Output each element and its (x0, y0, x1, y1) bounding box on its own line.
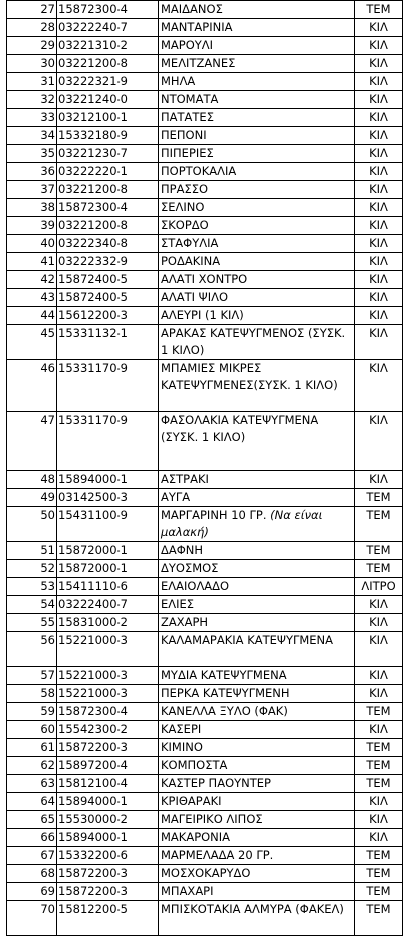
item-number: 47 (7, 412, 57, 471)
item-unit: ΚΙΛ (355, 73, 403, 91)
table-row (7, 307, 403, 325)
item-number: 65 (7, 811, 57, 829)
item-number: 64 (7, 793, 57, 811)
item-code: 15612200-3 (57, 307, 159, 325)
table-row (7, 632, 403, 667)
item-number: 54 (7, 596, 57, 614)
item-unit: ΤΕΜ (355, 489, 403, 507)
item-code: 15894000-1 (57, 793, 159, 811)
item-code: 15897200-4 (57, 757, 159, 775)
item-description: ΡΟΔΑΚΙΝΑ (159, 253, 355, 271)
item-code: 15872300-4 (57, 703, 159, 721)
item-description: ΜΑΓΕΙΡΙΚΟ ΛΙΠΟΣ (159, 811, 355, 829)
item-number: 49 (7, 489, 57, 507)
item-unit: ΚΙΛ (355, 253, 403, 271)
item-code: 15831000-2 (57, 614, 159, 632)
item-unit: ΚΙΛ (355, 811, 403, 829)
item-number: 46 (7, 360, 57, 412)
item-unit: ΚΙΛ (355, 235, 403, 253)
item-unit: ΚΙΛ (355, 163, 403, 181)
table-row (7, 596, 403, 614)
item-code: 03222240-7 (57, 19, 159, 37)
table-row (7, 271, 403, 289)
item-code: 03221200-8 (57, 217, 159, 235)
table-row (7, 775, 403, 793)
table-row (7, 127, 403, 145)
item-number: 43 (7, 289, 57, 307)
table-row (7, 412, 403, 471)
item-number: 35 (7, 145, 57, 163)
table-row (7, 163, 403, 181)
item-unit: ΚΙΛ (355, 614, 403, 632)
item-unit: ΤΕΜ (355, 901, 403, 936)
item-code: 03222332-9 (57, 253, 159, 271)
item-description: ΚΙΜΙΝΟ (159, 739, 355, 757)
item-code: 15331170-9 (57, 412, 159, 471)
item-description: ΚΑΛΑΜΑΡΑΚΙΑ ΚΑΤΕΨΥΓΜΕΝΑ (159, 632, 355, 667)
item-description: ΖΑΧΑΡΗ (159, 614, 355, 632)
item-unit: ΚΙΛ (355, 217, 403, 235)
item-number: 40 (7, 235, 57, 253)
table-row (7, 507, 403, 542)
item-number: 53 (7, 578, 57, 596)
table-row (7, 253, 403, 271)
item-number: 57 (7, 667, 57, 685)
item-code: 03221310-2 (57, 37, 159, 55)
item-code: 03222400-7 (57, 596, 159, 614)
item-unit: ΚΙΛ (355, 632, 403, 667)
table-row (7, 489, 403, 507)
table-row (7, 901, 403, 936)
item-code: 03221230-7 (57, 145, 159, 163)
item-code: 15872000-1 (57, 542, 159, 560)
item-number: 42 (7, 271, 57, 289)
table-row (7, 217, 403, 235)
table-row (7, 739, 403, 757)
item-code: 15894000-1 (57, 471, 159, 489)
item-code: 15872200-3 (57, 739, 159, 757)
items-table (6, 0, 403, 936)
item-number: 50 (7, 507, 57, 542)
item-unit: ΚΙΛ (355, 271, 403, 289)
table-row (7, 235, 403, 253)
item-description: ΜΥΔΙΑ ΚΑΤΕΨΥΓΜΕΝΑ (159, 667, 355, 685)
table-row (7, 91, 403, 109)
table-row (7, 145, 403, 163)
table-row (7, 614, 403, 632)
item-unit: ΚΙΛ (355, 721, 403, 739)
item-unit: ΚΙΛ (355, 667, 403, 685)
item-description: ΚΟΜΠΟΣΤΑ (159, 757, 355, 775)
item-code: 15332200-6 (57, 847, 159, 865)
item-description: ΑΡΑΚΑΣ ΚΑΤΕΨΥΓΜΕΝΟΣ (ΣΥΣΚ. 1 ΚΙΛΟ) (159, 325, 355, 360)
item-number: 30 (7, 55, 57, 73)
item-unit: ΚΙΛ (355, 471, 403, 489)
item-number: 48 (7, 471, 57, 489)
item-description: ΑΣΤΡΑΚΙ (159, 471, 355, 489)
item-unit: ΚΙΛ (355, 127, 403, 145)
item-number: 61 (7, 739, 57, 757)
table-row (7, 883, 403, 901)
item-description: ΜΑΝΤΑΡΙΝΙΑ (159, 19, 355, 37)
item-number: 60 (7, 721, 57, 739)
item-code: 15331170-9 (57, 360, 159, 412)
item-number: 41 (7, 253, 57, 271)
item-description: ΕΛΑΙΟΛΑΔΟ (159, 578, 355, 596)
item-description: ΚΑΣΕΡΙ (159, 721, 355, 739)
item-number: 32 (7, 91, 57, 109)
item-number: 36 (7, 163, 57, 181)
item-unit: ΤΕΜ (355, 560, 403, 578)
item-code: 15221000-3 (57, 667, 159, 685)
item-code: 15331132-1 (57, 325, 159, 360)
item-number: 39 (7, 217, 57, 235)
item-code: 03222220-1 (57, 163, 159, 181)
item-code: 15872400-5 (57, 271, 159, 289)
table-row (7, 578, 403, 596)
item-number: 51 (7, 542, 57, 560)
item-number: 68 (7, 865, 57, 883)
table-row (7, 181, 403, 199)
item-number: 58 (7, 685, 57, 703)
item-description: ΠΟΡΤΟΚΑΛΙΑ (159, 163, 355, 181)
item-unit: ΤΕΜ (355, 739, 403, 757)
item-code: 15431100-9 (57, 507, 159, 542)
item-unit: ΚΙΛ (355, 412, 403, 471)
item-number: 55 (7, 614, 57, 632)
item-description: ΠΑΤΑΤΕΣ (159, 109, 355, 127)
item-code: 15221000-3 (57, 632, 159, 667)
item-description: ΜΗΛΑ (159, 73, 355, 91)
item-description: ΜΠΙΣΚΟΤΑΚΙΑ ΑΛΜΥΡΑ (ΦΑΚΕΛ) (159, 901, 355, 936)
table-row (7, 829, 403, 847)
item-description: ΑΛΑΤΙ ΧΟΝΤΡΟ (159, 271, 355, 289)
table-row (7, 560, 403, 578)
table-row (7, 865, 403, 883)
item-code: 15542300-2 (57, 721, 159, 739)
item-unit: ΚΙΛ (355, 829, 403, 847)
item-number: 45 (7, 325, 57, 360)
item-number: 59 (7, 703, 57, 721)
item-unit: ΚΙΛ (355, 360, 403, 412)
item-number: 33 (7, 109, 57, 127)
item-description: ΔΥΟΣΜΟΣ (159, 560, 355, 578)
item-description: ΑΛΕΥΡΙ (1 ΚΙΛ) (159, 307, 355, 325)
table-row (7, 685, 403, 703)
item-description: ΜΠΑΜΙΕΣ ΜΙΚΡΕΣ ΚΑΤΕΨΥΓΜΕΝΕΣ(ΣΥΣΚ. 1 ΚΙΛΟ) (159, 360, 355, 412)
item-unit: ΚΙΛ (355, 37, 403, 55)
item-code: 15872000-1 (57, 560, 159, 578)
item-description: ΜΑΙΔΑΝΟΣ (159, 1, 355, 19)
item-description: ΑΥΓΑ (159, 489, 355, 507)
item-description: ΔΑΦΝΗ (159, 542, 355, 560)
item-unit: ΚΙΛ (355, 289, 403, 307)
table-row (7, 55, 403, 73)
item-unit: ΛΙΤΡΟ (355, 578, 403, 596)
item-code: 15812100-4 (57, 775, 159, 793)
item-number: 70 (7, 901, 57, 936)
item-description: ΣΕΛΙΝΟ (159, 199, 355, 217)
item-description: ΦΑΣΟΛΑΚΙΑ ΚΑΤΕΨΥΓΜΕΝΑ (ΣΥΣΚ. 1 ΚΙΛΟ) (159, 412, 355, 471)
item-description: ΕΛΙΕΣ (159, 596, 355, 614)
item-code: 15872300-4 (57, 199, 159, 217)
item-number: 44 (7, 307, 57, 325)
item-code: 03222340-8 (57, 235, 159, 253)
table-row (7, 471, 403, 489)
table-row (7, 73, 403, 91)
table-row (7, 847, 403, 865)
item-code: 15411110-6 (57, 578, 159, 596)
item-code: 03142500-3 (57, 489, 159, 507)
item-unit: ΚΙΛ (355, 145, 403, 163)
item-description: ΜΑΡΜΕΛΑΔΑ 20 ΓΡ. (159, 847, 355, 865)
item-unit: ΚΙΛ (355, 307, 403, 325)
item-description: ΠΙΠΕΡΙΕΣ (159, 145, 355, 163)
item-number: 69 (7, 883, 57, 901)
item-unit: ΚΙΛ (355, 325, 403, 360)
item-unit: ΤΕΜ (355, 542, 403, 560)
table-row (7, 19, 403, 37)
table-row (7, 1, 403, 19)
item-code: 15872200-3 (57, 865, 159, 883)
item-unit: ΤΕΜ (355, 703, 403, 721)
item-description: ΠΕΠΟΝΙ (159, 127, 355, 145)
item-description: ΜΑΡΓΑΡΙΝΗ 10 ΓΡ. (Να είναι μαλακή) (159, 507, 355, 542)
item-code: 15872400-5 (57, 289, 159, 307)
item-number: 28 (7, 19, 57, 37)
item-unit: ΚΙΛ (355, 181, 403, 199)
description-note: (Να είναι μαλακή) (161, 508, 323, 539)
table-row (7, 289, 403, 307)
item-number: 67 (7, 847, 57, 865)
item-number: 34 (7, 127, 57, 145)
item-code: 15894000-1 (57, 829, 159, 847)
item-code: 15530000-2 (57, 811, 159, 829)
table-row (7, 542, 403, 560)
item-description: ΜΑΚΑΡΟΝΙΑ (159, 829, 355, 847)
table-row (7, 757, 403, 775)
table-row (7, 109, 403, 127)
item-description: ΜΕΛΙΤΖΑΝΕΣ (159, 55, 355, 73)
item-unit: ΚΙΛ (355, 793, 403, 811)
item-description: ΣΤΑΦΥΛΙΑ (159, 235, 355, 253)
item-code: 03221240-0 (57, 91, 159, 109)
table-row (7, 360, 403, 412)
item-number: 63 (7, 775, 57, 793)
item-unit: ΚΙΛ (355, 685, 403, 703)
items-table-body (7, 1, 403, 936)
item-description: ΜΠΑΧΑΡΙ (159, 883, 355, 901)
table-row (7, 703, 403, 721)
item-description: ΚΑΝΕΛΛΑ ΞΥΛΟ (ΦΑΚ) (159, 703, 355, 721)
item-number: 62 (7, 757, 57, 775)
item-unit: ΤΕΜ (355, 1, 403, 19)
item-description: ΚΑΣΤΕΡ ΠΑΟΥΝΤΕΡ (159, 775, 355, 793)
item-description: ΑΛΑΤΙ ΨΙΛΟ (159, 289, 355, 307)
item-code: 03221200-8 (57, 181, 159, 199)
item-number: 27 (7, 1, 57, 19)
item-unit: ΚΙΛ (355, 596, 403, 614)
item-number: 52 (7, 560, 57, 578)
table-row (7, 721, 403, 739)
item-description: ΜΟΣΧΟΚΑΡΥΔΟ (159, 865, 355, 883)
item-unit: ΤΕΜ (355, 847, 403, 865)
item-unit: ΤΕΜ (355, 507, 403, 542)
item-number: 66 (7, 829, 57, 847)
item-description: ΜΑΡΟΥΛΙ (159, 37, 355, 55)
item-unit: ΚΙΛ (355, 109, 403, 127)
item-description: ΣΚΟΡΔΟ (159, 217, 355, 235)
item-number: 56 (7, 632, 57, 667)
item-number: 37 (7, 181, 57, 199)
item-description: ΝΤΟΜΑΤΑ (159, 91, 355, 109)
item-code: 03212100-1 (57, 109, 159, 127)
item-unit: ΚΙΛ (355, 55, 403, 73)
item-code: 03222321-9 (57, 73, 159, 91)
item-unit: ΚΙΛ (355, 199, 403, 217)
table-row (7, 37, 403, 55)
item-code: 15872300-4 (57, 1, 159, 19)
item-description: ΠΕΡΚΑ ΚΑΤΕΨΥΓΜΕΝΗ (159, 685, 355, 703)
item-code: 15812200-5 (57, 901, 159, 936)
item-code: 03221200-8 (57, 55, 159, 73)
item-unit: ΤΕΜ (355, 883, 403, 901)
item-unit: ΤΕΜ (355, 865, 403, 883)
item-number: 29 (7, 37, 57, 55)
table-row (7, 793, 403, 811)
item-unit: ΤΕΜ (355, 775, 403, 793)
item-unit: ΚΙΛ (355, 91, 403, 109)
item-code: 15872200-3 (57, 883, 159, 901)
item-number: 38 (7, 199, 57, 217)
table-row (7, 325, 403, 360)
item-description: ΠΡΑΣΣΟ (159, 181, 355, 199)
item-unit: ΤΕΜ (355, 757, 403, 775)
table-row (7, 811, 403, 829)
table-row (7, 667, 403, 685)
table-row (7, 199, 403, 217)
item-number: 31 (7, 73, 57, 91)
item-description: ΚΡΙΘΑΡΑΚΙ (159, 793, 355, 811)
item-unit: ΚΙΛ (355, 19, 403, 37)
item-code: 15221000-3 (57, 685, 159, 703)
item-code: 15332180-9 (57, 127, 159, 145)
